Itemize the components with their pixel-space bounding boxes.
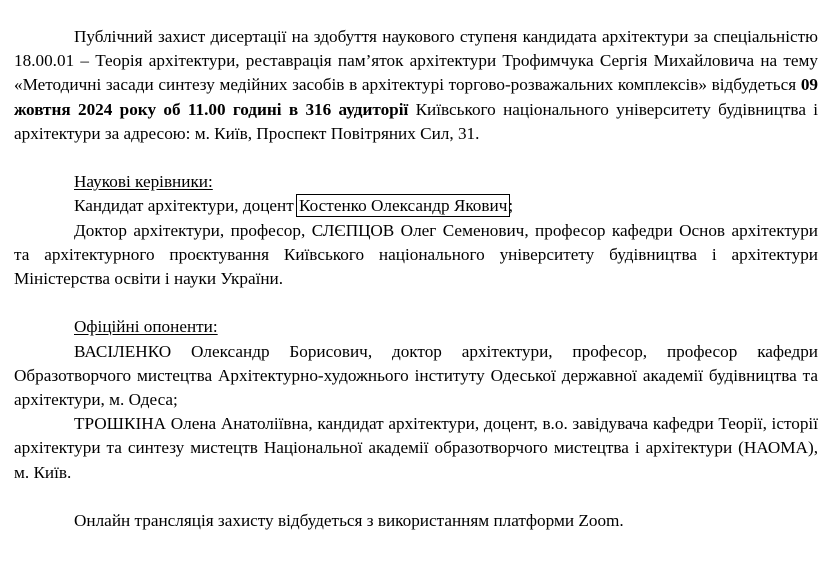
supervisor-first (14, 194, 818, 218)
supervisor-first-name[interactable]: Костенко Олександр Якович (299, 196, 508, 216)
announcement-paragraph (14, 25, 818, 146)
spacer (14, 485, 818, 509)
defense-place: Київського національного університету будівництва і архітектури за адресою: м. Київ, Проспект Повітряних Сил, 31. (14, 99, 819, 143)
opponent-second: ТРОШКІНА Олена Анатоліївна, кандидат архітектури, доцент, в.о. завідувача кафедри Теорії, історії архітектури та синтезу мистецтв Національної академії образотворчого мистецтва і архітектури (НАОМА), м. Київ. (14, 414, 818, 482)
spacer (14, 146, 818, 170)
online-broadcast-note: Онлайн трансляція захисту відбудеться з використанням платформи Zoom. (74, 511, 624, 531)
supervisor-first-prefix: Кандидат архітектури, доцент (74, 196, 299, 216)
opponents-heading-line (14, 315, 818, 339)
supervisor-first-suffix: ; (508, 196, 514, 216)
supervisors-heading-line (14, 170, 818, 194)
spacer (14, 291, 818, 315)
announcement-intro: Публічний захист дисертації на здобуття наукового ступеня кандидата архітектури за спеціальністю 18.00.01 – Теорія архітектури, реставрація пам’яток архітектури Трофимчука Сергія Михайловича на тему «Методичні засади синтезу медійних засобів в архітектурі торгово-розважальних комплексів» відбудеться (14, 27, 818, 95)
supervisor-second: Доктор архітектури, професор, СЛЄПЦОВ Олег Семенович, професор кафедри Основ архітектури та архітектурного проєктування Київського національного університету будівництва і архітектури Міністерства освіти і науки України. (14, 220, 818, 289)
defense-datetime: 09 жовтня 2024 року об 11.00 годині в 316 аудиторії (14, 75, 818, 119)
supervisors-heading: Наукові керівники: (74, 172, 213, 192)
opponents-heading: Офіційні опоненти: (74, 317, 218, 337)
opponent-first: ВАСІЛЕНКО Олександр Борисович, доктор архітектури, професор, професор кафедри Образотворчого мистецтва Архітектурно-художнього інституту Одеської державної академії будівництва та архітектури, м. Одеса; (14, 341, 818, 410)
document-body (14, 25, 818, 533)
